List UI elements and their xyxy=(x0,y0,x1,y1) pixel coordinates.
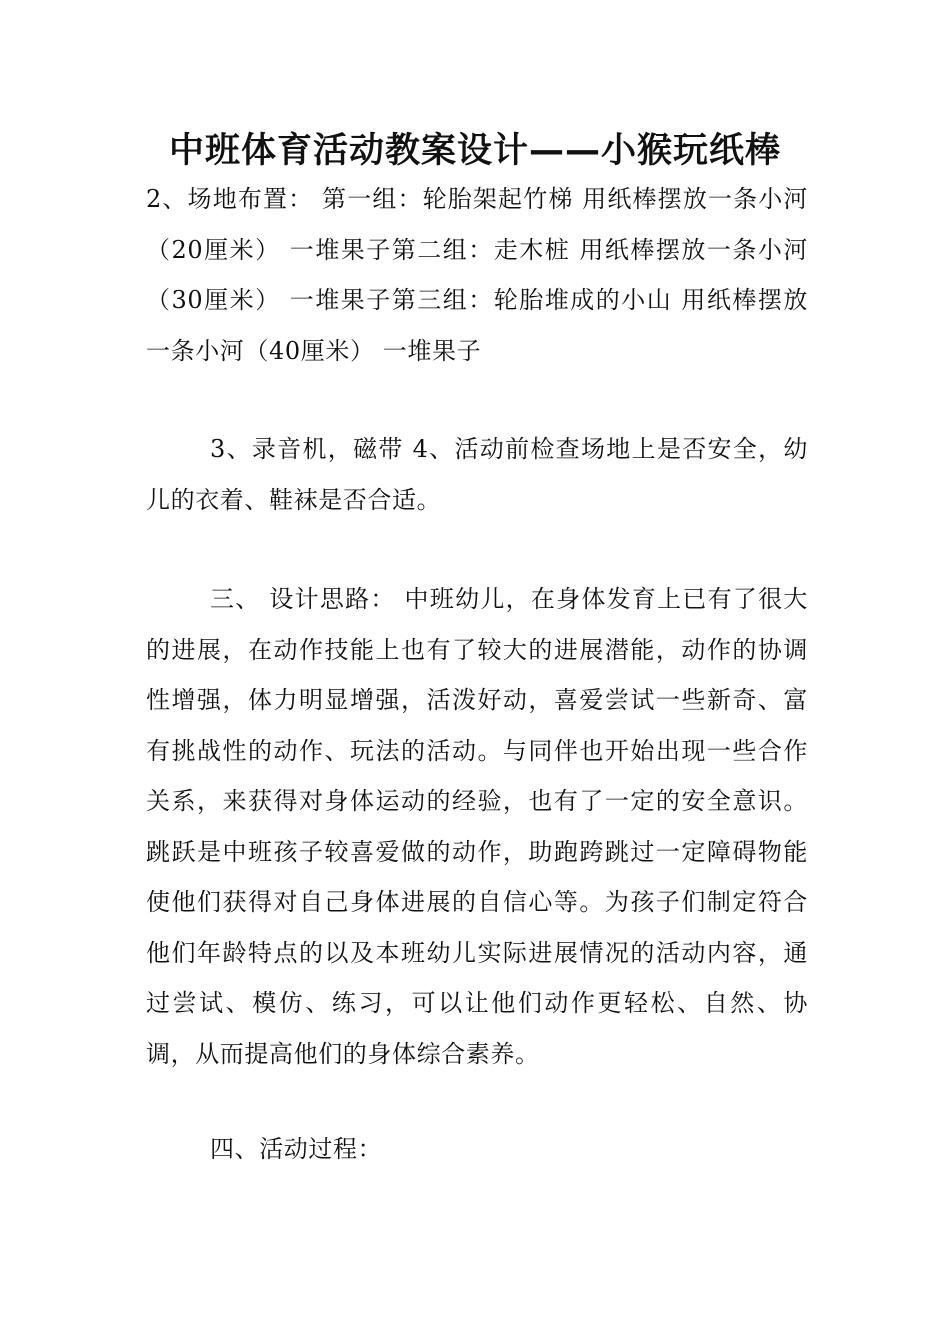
paragraph-activity-process: 四、活动过程： xyxy=(210,1135,383,1163)
paragraph-site-layout: 2、场地布置： 第一组：轮胎架起竹梯 用纸棒摆放一条小河（20厘米） 一堆果子第二组：走木桩 用纸棒摆放一条小河（30厘米） 一堆果子第三组：轮胎堆成的小山 用纸棒摆放一条小河（40厘米） 一堆果子 xyxy=(146,185,808,365)
paragraph-design-idea: 三、 设计思路： 中班幼儿，在身体发育上已有了很大的进展，在动作技能上也有了较大的进展潜能，动作的协调性增强，体力明显增强，活泼好动，喜爱尝试一些新奇、富有挑战性的动作、玩法的活动。与同伴也开始出现一些合作关系，来获得对身体运动的经验，也有了一定的安全意识。跳跃是中班孩子较喜爱做的动作，助跑跨跳过一定障碍物能使他们获得对自己身体进展的自信心等。为孩子们制定符合他们年龄特点的以及本班幼儿实际进展情况的活动内容，通过尝试、模仿、练习，可以让他们动作更轻松、自然、协调，从而提高他们的身体综合素养。 xyxy=(146,585,808,1068)
paragraph-equipment: 3、录音机，磁带 4、活动前检查场地上是否安全，幼儿的衣着、鞋袜是否合适。 xyxy=(146,435,808,514)
document-title: 中班体育活动教案设计——小猴玩纸棒 xyxy=(168,131,781,171)
